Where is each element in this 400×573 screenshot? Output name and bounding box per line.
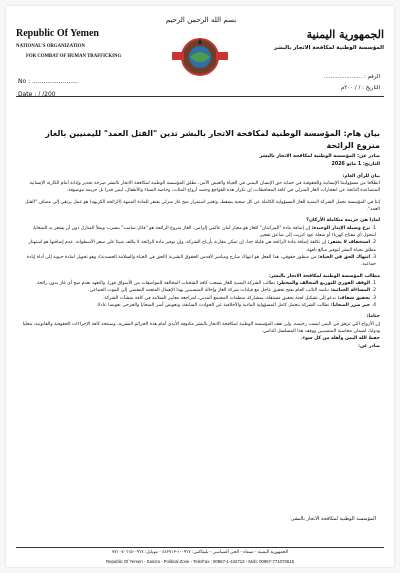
list-item: 2. المساءلة الجنائية: نناشد النائب العام بفتح تحقيق عاجل مع قيادات شركة الغاز وإحالة المتسببين بهذا الإهمال المتعمد المفضي إلى الموت الجماعي.	[88, 288, 376, 294]
statement-date: التاريخ: 1 مايو 2026	[331, 161, 380, 167]
letterhead-page	[6, 6, 394, 567]
footer-arabic: الجمهورية اليمنية - صنعاء - الحي السياسي - تليفاكس: ٠٩٦٧-١-٤٤٢٧١٣ - موبايل: ٠٩٦٧-٧٧١٠٧٠٦١٥	[111, 550, 289, 555]
prayer-line: حفظ الله اليمن وأهله من كل سوء.	[301, 336, 380, 342]
ar-org: المؤسسة الوطنية لمكافحة الاتجار بالبشر	[273, 45, 384, 51]
en-country: Republic Of Yemen	[16, 28, 99, 39]
ar-meta	[324, 74, 380, 96]
organization-logo-icon	[168, 32, 232, 82]
statement-body	[20, 128, 380, 350]
issuer-short: صادر عن:	[358, 343, 380, 349]
ar-ref: الرقم : ......................	[323, 74, 380, 80]
list-item: 3. تحقيق شفاف: ندعو إلى تشكيل لجنة تحقيق مستقلة، بمشاركة منظمات المجتمع المدني، لمراجعة معايير السلامة في كافة منشآت الشركة.	[102, 295, 376, 301]
list-item: 2. استخفاف لا يغتفر: إن تكلفة إضافة مادة الرائحة هي قليلة جدا، إن تمكن مقارنة بأرباح الشركة، وإن توفير مادة الرائحة لا يكلف شيئا على سعر الأسطوانة. عدم إضافتها هو استهتار مطلق بحياة البشر لتوفير مبالغ تافهة.	[28, 240, 376, 253]
footer-english: Republic Of Yemen - Sana'a - Political Zone - Tele/Fax : 00967-1-442713 - Mob: 00967-771070615	[105, 559, 294, 564]
en-org: NATIONAL'S ORGANIZATION	[16, 44, 85, 49]
en-org-sub: FOR COMBAT OF HUMAN TRAFFICKING	[26, 54, 122, 59]
list-item: 1. الوقف الفوري للتوزيع المخالف والمخطر: نطالب الشركة اليمنية للغاز بسحب كافة الشحنات المخالفة للمواصفات من الأسواق فورا، والتعهد بعدم ضخ أي غاز بدون رائحة.	[35, 281, 376, 286]
ar-date: التاريخ : / / ٢٠٠م	[340, 85, 380, 91]
paragraph-2: إننا في المؤسسة نحمل الشركة اليمنية للغاز المسؤولية الكاملة عن كل ضحية يسقط، ونعتبر استمرار ضخ غاز منزلي يفتقر للمادة المنبهة (الرائحة الكريهة) هو عمل يرتقي إلى مصاف "القتل العمد".	[25, 199, 380, 212]
arabic-header	[244, 28, 384, 51]
en-meta	[18, 78, 78, 104]
statement-issuer: صادر عن: المؤسسة الوطنية لمكافحة الاتجار بالبشر	[259, 154, 380, 160]
demands-heading: مطالب المؤسسة الوطنية لمكافحة الاتجار بالبشر:	[268, 273, 380, 279]
footer-divider	[16, 547, 384, 548]
why-heading: لماذا هي جريمة متكاملة الأركان؟	[306, 218, 380, 224]
list-item: 3. انتهاك الحق في الحياة: من منظور حقوقي، هذا الفعل هو انتهاك صارخ ومباشر لأقدس الحقوق البشرية (الحق في الحياة والسلامة الجسدية)، وهو تحويل لمادة حيوية إلى أداة إبادة جماعية.	[26, 254, 376, 268]
basmala: بسم الله الرحمن الرحيم	[165, 16, 237, 24]
signature-line: المؤسسة الوطنية لمكافحة الاتجار بالبشر.	[290, 516, 376, 522]
paragraph-1: انطلاقا من مسؤوليتنا الإنسانية والحقوقية في حماية حق الإنسان اليمني في الحياة والعيش الآمن، تطلق المؤسسة الوطنية لمكافحة الاتجار بالبشر صرخة تحذير وإدانة أمام الكارثة الإنسانية المتصاعدة الناتجة عن انفجارات الغاز المنزلي في كافة المحافظات، إن تكرار هذه الفواجع وحصد أرواح المئات، وخاصة النساء والأطفال، ليس قدرا بل جريمة موصوفة.	[29, 180, 380, 194]
header-divider	[16, 96, 384, 97]
closing-paragraph: إن الأرواح التي تزهق في اليمن ليست رخيصة. ولن تقف المؤسسة الوطنية لمكافحة الاتجار بالبشر مكتوفة الأيدي أمام هذه الجرائم البشرية، وستتخذ كافة الإجراءات الحقوقية والقانونية، محليا ودوليا، لضمان محاسبة المتسببين ووقف هذا المسلسل الدامي.	[22, 321, 380, 335]
opinion-heading: بيان للرأي العام:	[342, 173, 380, 179]
english-header	[16, 28, 136, 59]
closing-heading: ختاما:	[366, 314, 380, 320]
en-date: Date : / /200	[18, 91, 56, 98]
list-item: 1. نزع وسيلة الإنذار الوحيدة: إن إضافة مادة "المركبتان" للغاز هو معيار أمان عالمي إلزامي. الغاز منزوع الرائحة هو "قاتل صامت" يتسرب ويملأ المنازل دون أن يشعر به الضحايا، ليتحول أي مفتاح كهرباء أو شعلة عود كبريت إلى صاعق تفجير.	[32, 225, 376, 238]
ar-country: الجمهورية اليمنية	[306, 28, 384, 41]
list-item: 4. جبر ضرر الضحايا: نطالب الشركة بتحمل كامل المسؤولية المادية والأخلاقية عن الحوادث السابقة، وتعويض أسر الضحايا والجرحى تعويضا عادلا.	[96, 303, 376, 309]
en-no: No : ........................	[18, 78, 78, 85]
statement-title: بيان هام: المؤسسة الوطنية لمكافحة الاتجار بالبشر تدين "القتل العمد" لليمنيين بالغاز منزوع الرائحة	[45, 129, 380, 150]
